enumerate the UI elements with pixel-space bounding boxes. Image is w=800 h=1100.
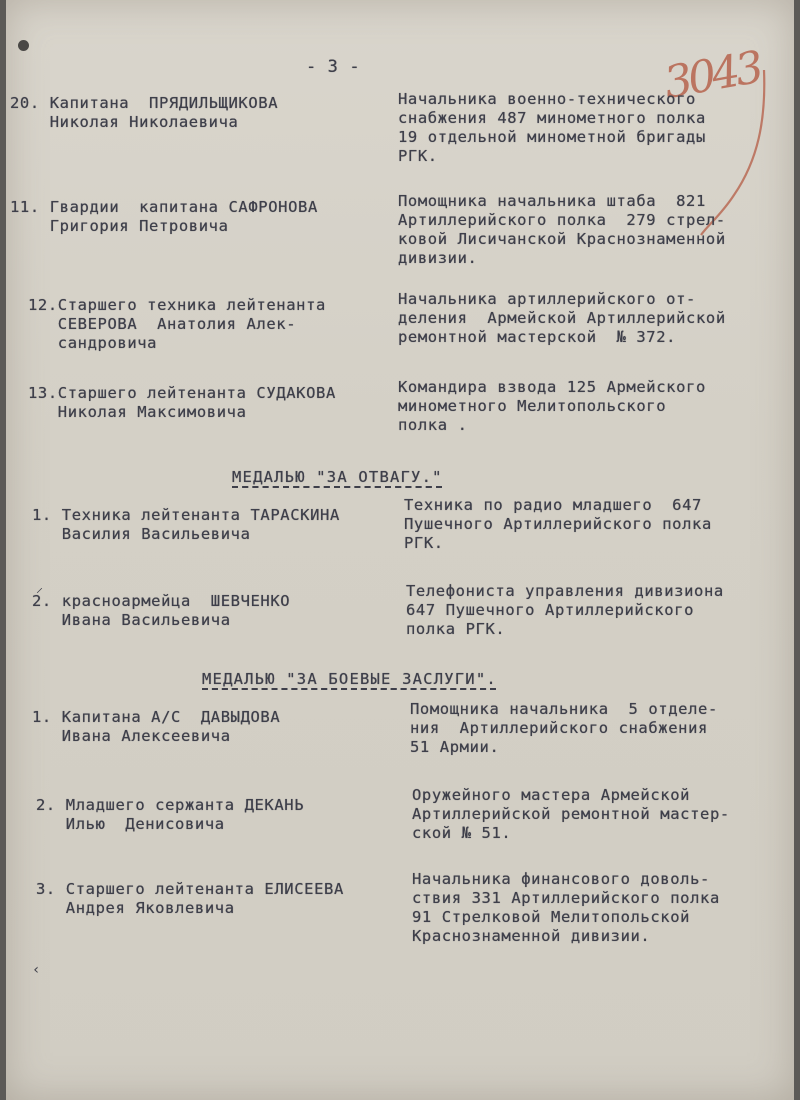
entry-name: 20. Капитана ПРЯДИЛЬЩИКОВА Николая Николаевича [10, 94, 279, 131]
entry-name: 2. Младшего сержанта ДЕКАНЬ Илью Денисовича [36, 796, 305, 833]
ink-mark: ⸝ [36, 580, 43, 596]
entry-position: Начальника финансового доволь- ствия 331 Артиллерийского полка 91 Стрелковой Мелитопольской Краснознаменной дивизии. [412, 870, 720, 945]
entry-position: Командира взвода 125 Армейского минометного Мелитопольского полка . [398, 378, 706, 434]
entry-name: 1. Капитана А/С ДАВЫДОВА Ивана Алексеевича [32, 708, 281, 745]
entry-name: 3. Старшего лейтенанта ЕЛИСЕЕВА Андрея Яковлевича [36, 880, 344, 917]
entry-position: Техника по радио младшего 647 Пушечного Артиллерийского полка РГК. [404, 496, 712, 552]
entry-name: 13.Старшего лейтенанта СУДАКОВА Николая Максимовича [28, 384, 336, 421]
entry-name: 1. Техника лейтенанта ТАРАСКИНА Василия Васильевича [32, 506, 340, 543]
entry-name: 12.Старшего техника лейтенанта СЕВЕРОВА Анатолия Алек- сандровича [28, 296, 326, 352]
entry-position: Начальника артиллерийского от- деления Армейской Артиллерийской ремонтной мастерской № 372. [398, 290, 726, 346]
ink-mark: ‹ [32, 962, 41, 978]
entry-position: Оружейного мастера Армейской Артиллерийской ремонтной мастер- ской № 51. [412, 786, 730, 842]
entry-name: 2. красноармейца ШЕВЧЕНКО Ивана Васильевича [32, 592, 291, 629]
section-heading: МЕДАЛЬЮ "ЗА БОЕВЫЕ ЗАСЛУГИ". [202, 670, 497, 688]
entry-position: Помощника начальника 5 отделе- ния Артиллерийского снабжения 51 Армии. [410, 700, 718, 756]
page-number: - 3 - [306, 57, 361, 77]
section-heading: МЕДАЛЬЮ "ЗА ОТВАГУ." [232, 468, 443, 486]
entry-name: 11. Гвардии капитана САФРОНОВА Григория Петровича [10, 198, 318, 235]
entry-position: Начальника военно-технического снабжения 487 минометного полка 19 отдельной минометной бригады РГК. [398, 90, 706, 165]
entry-position: Помощника начальника штаба 821 Артиллерийского полка 279 стрел- ковой Лисичанской Краснознаменной дивизии. [398, 192, 726, 267]
document-page [6, 0, 794, 1100]
entry-position: Телефониста управления дивизиона 647 Пушечного Артиллерийского полка РГК. [406, 582, 724, 638]
archive-number: 3043 [660, 42, 764, 109]
punch-hole-mark [18, 40, 29, 51]
